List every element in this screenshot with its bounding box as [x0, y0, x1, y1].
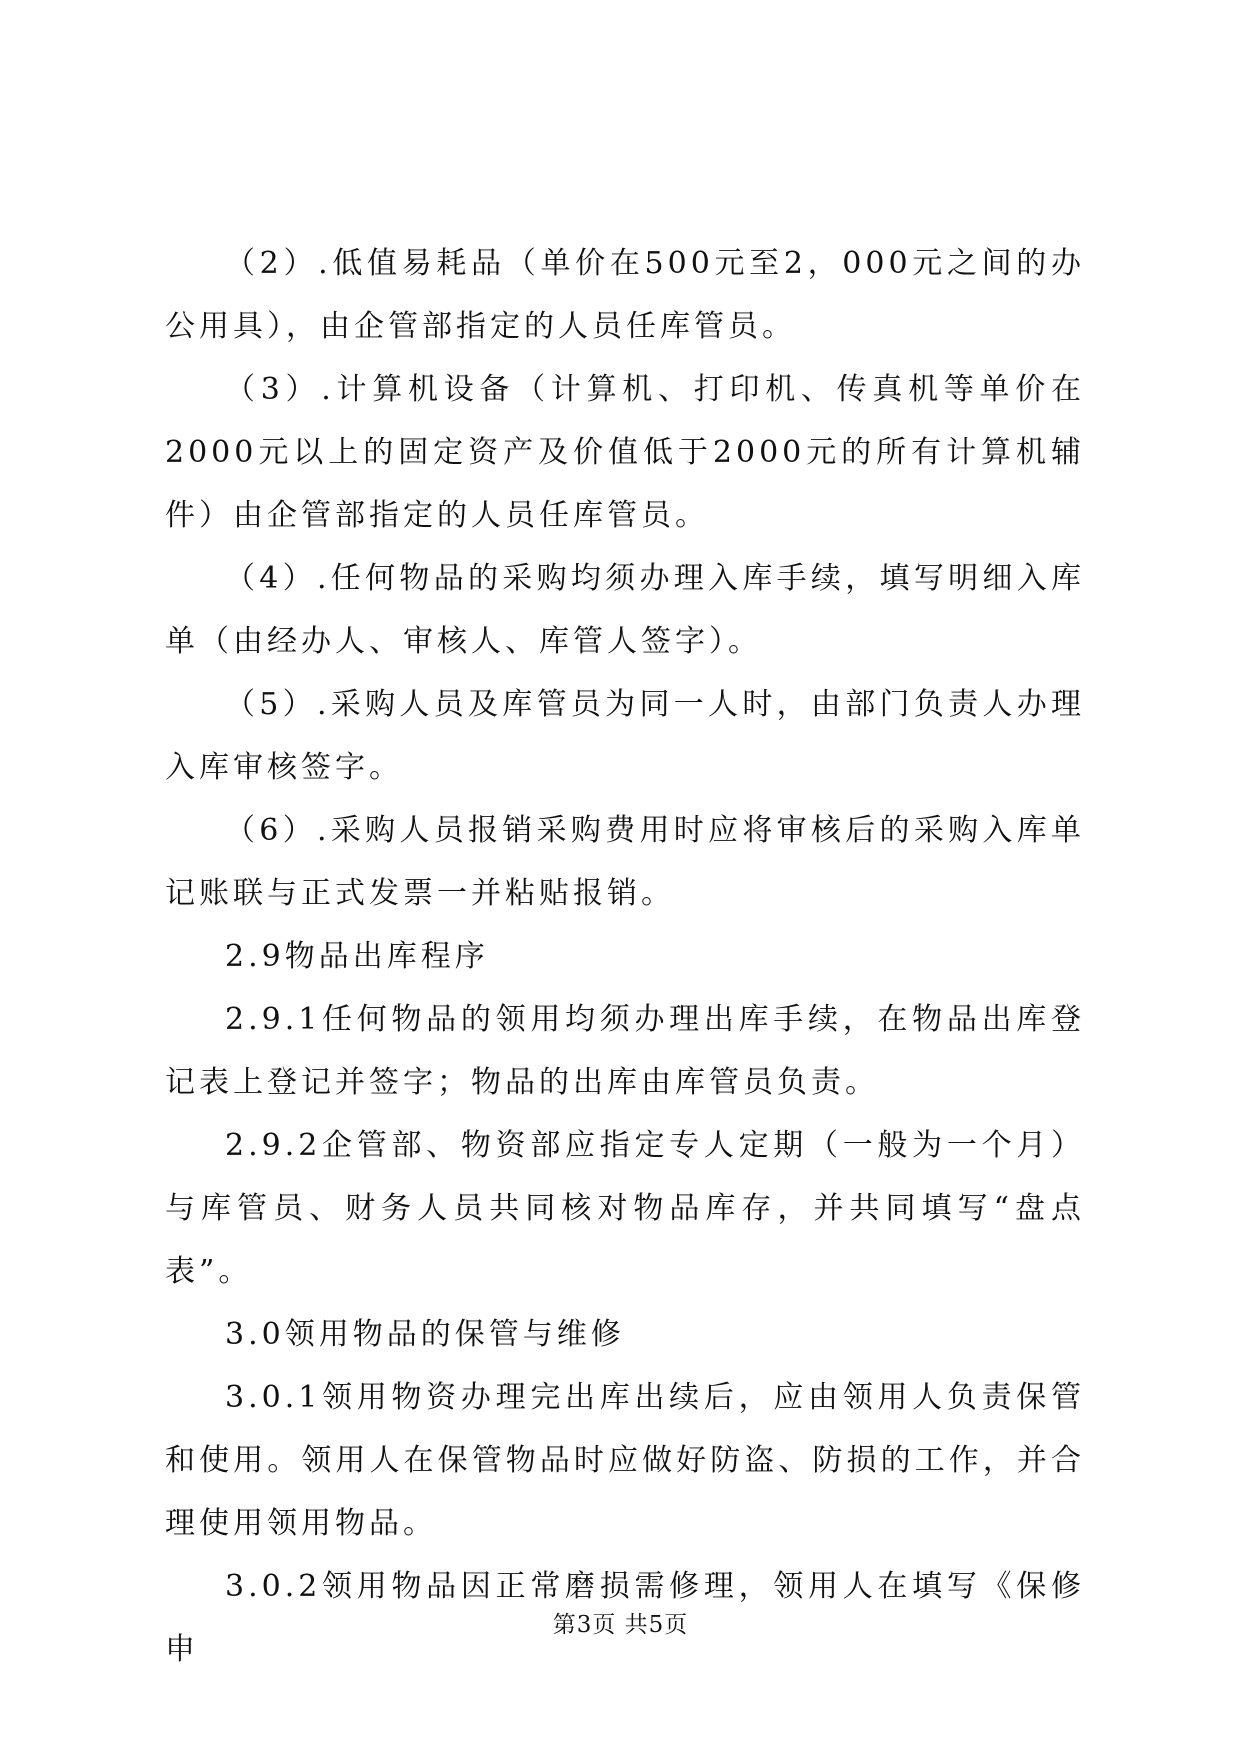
paragraph-3-0-1: 3.0.1领用物资办理完出库出续后，应由领用人负责保管和使用。领用人在保管物品时应做好防盗、防损的工作，并合理使用领用物品。	[165, 1380, 1085, 1541]
section-heading-2-9: 2.9物品出库程序	[225, 939, 489, 974]
paragraph-3-0-2: 3.0.2领用物品因正常磨损需修理，领用人在填写《保修申	[165, 1569, 1085, 1667]
paragraph-low-value-consumables: （2）.低值易耗品（单价在500元至2，000元之间的办公用具），由企管部指定的人员任库管员。	[165, 246, 1085, 344]
document-body	[165, 232, 1085, 1681]
paragraph-same-person-rule: （5）.采购人员及库管员为同一人时，由部门负责人办理入库审核签字。	[165, 687, 1085, 785]
section-heading-3-0: 3.0领用物品的保管与维修	[225, 1317, 625, 1352]
paragraph-reimbursement: （6）.采购人员报销采购费用时应将审核后的采购入库单记账联与正式发票一并粘贴报销。	[165, 813, 1085, 911]
paragraph-2-9-1: 2.9.1任何物品的领用均须办理出库手续，在物品出库登记表上登记并签字；物品的出库由库管员负责。	[165, 1002, 1085, 1100]
paragraph-computer-equipment: （3）.计算机设备（计算机、打印机、传真机等单价在2000元以上的固定资产及价值低于2000元的所有计算机辅件）由企管部指定的人员任库管员。	[165, 372, 1085, 533]
paragraph-2-9-2: 2.9.2企管部、物资部应指定专人定期（一般为一个月）与库管员、财务人员共同核对物品库存，并共同填写“盘点表”。	[165, 1128, 1085, 1289]
paragraph-warehousing-procedure: （4）.任何物品的采购均须办理入库手续，填写明细入库单（由经办人、审核人、库管人签字）。	[165, 561, 1085, 659]
page-footer: 第3页 共5页	[552, 1612, 689, 1638]
